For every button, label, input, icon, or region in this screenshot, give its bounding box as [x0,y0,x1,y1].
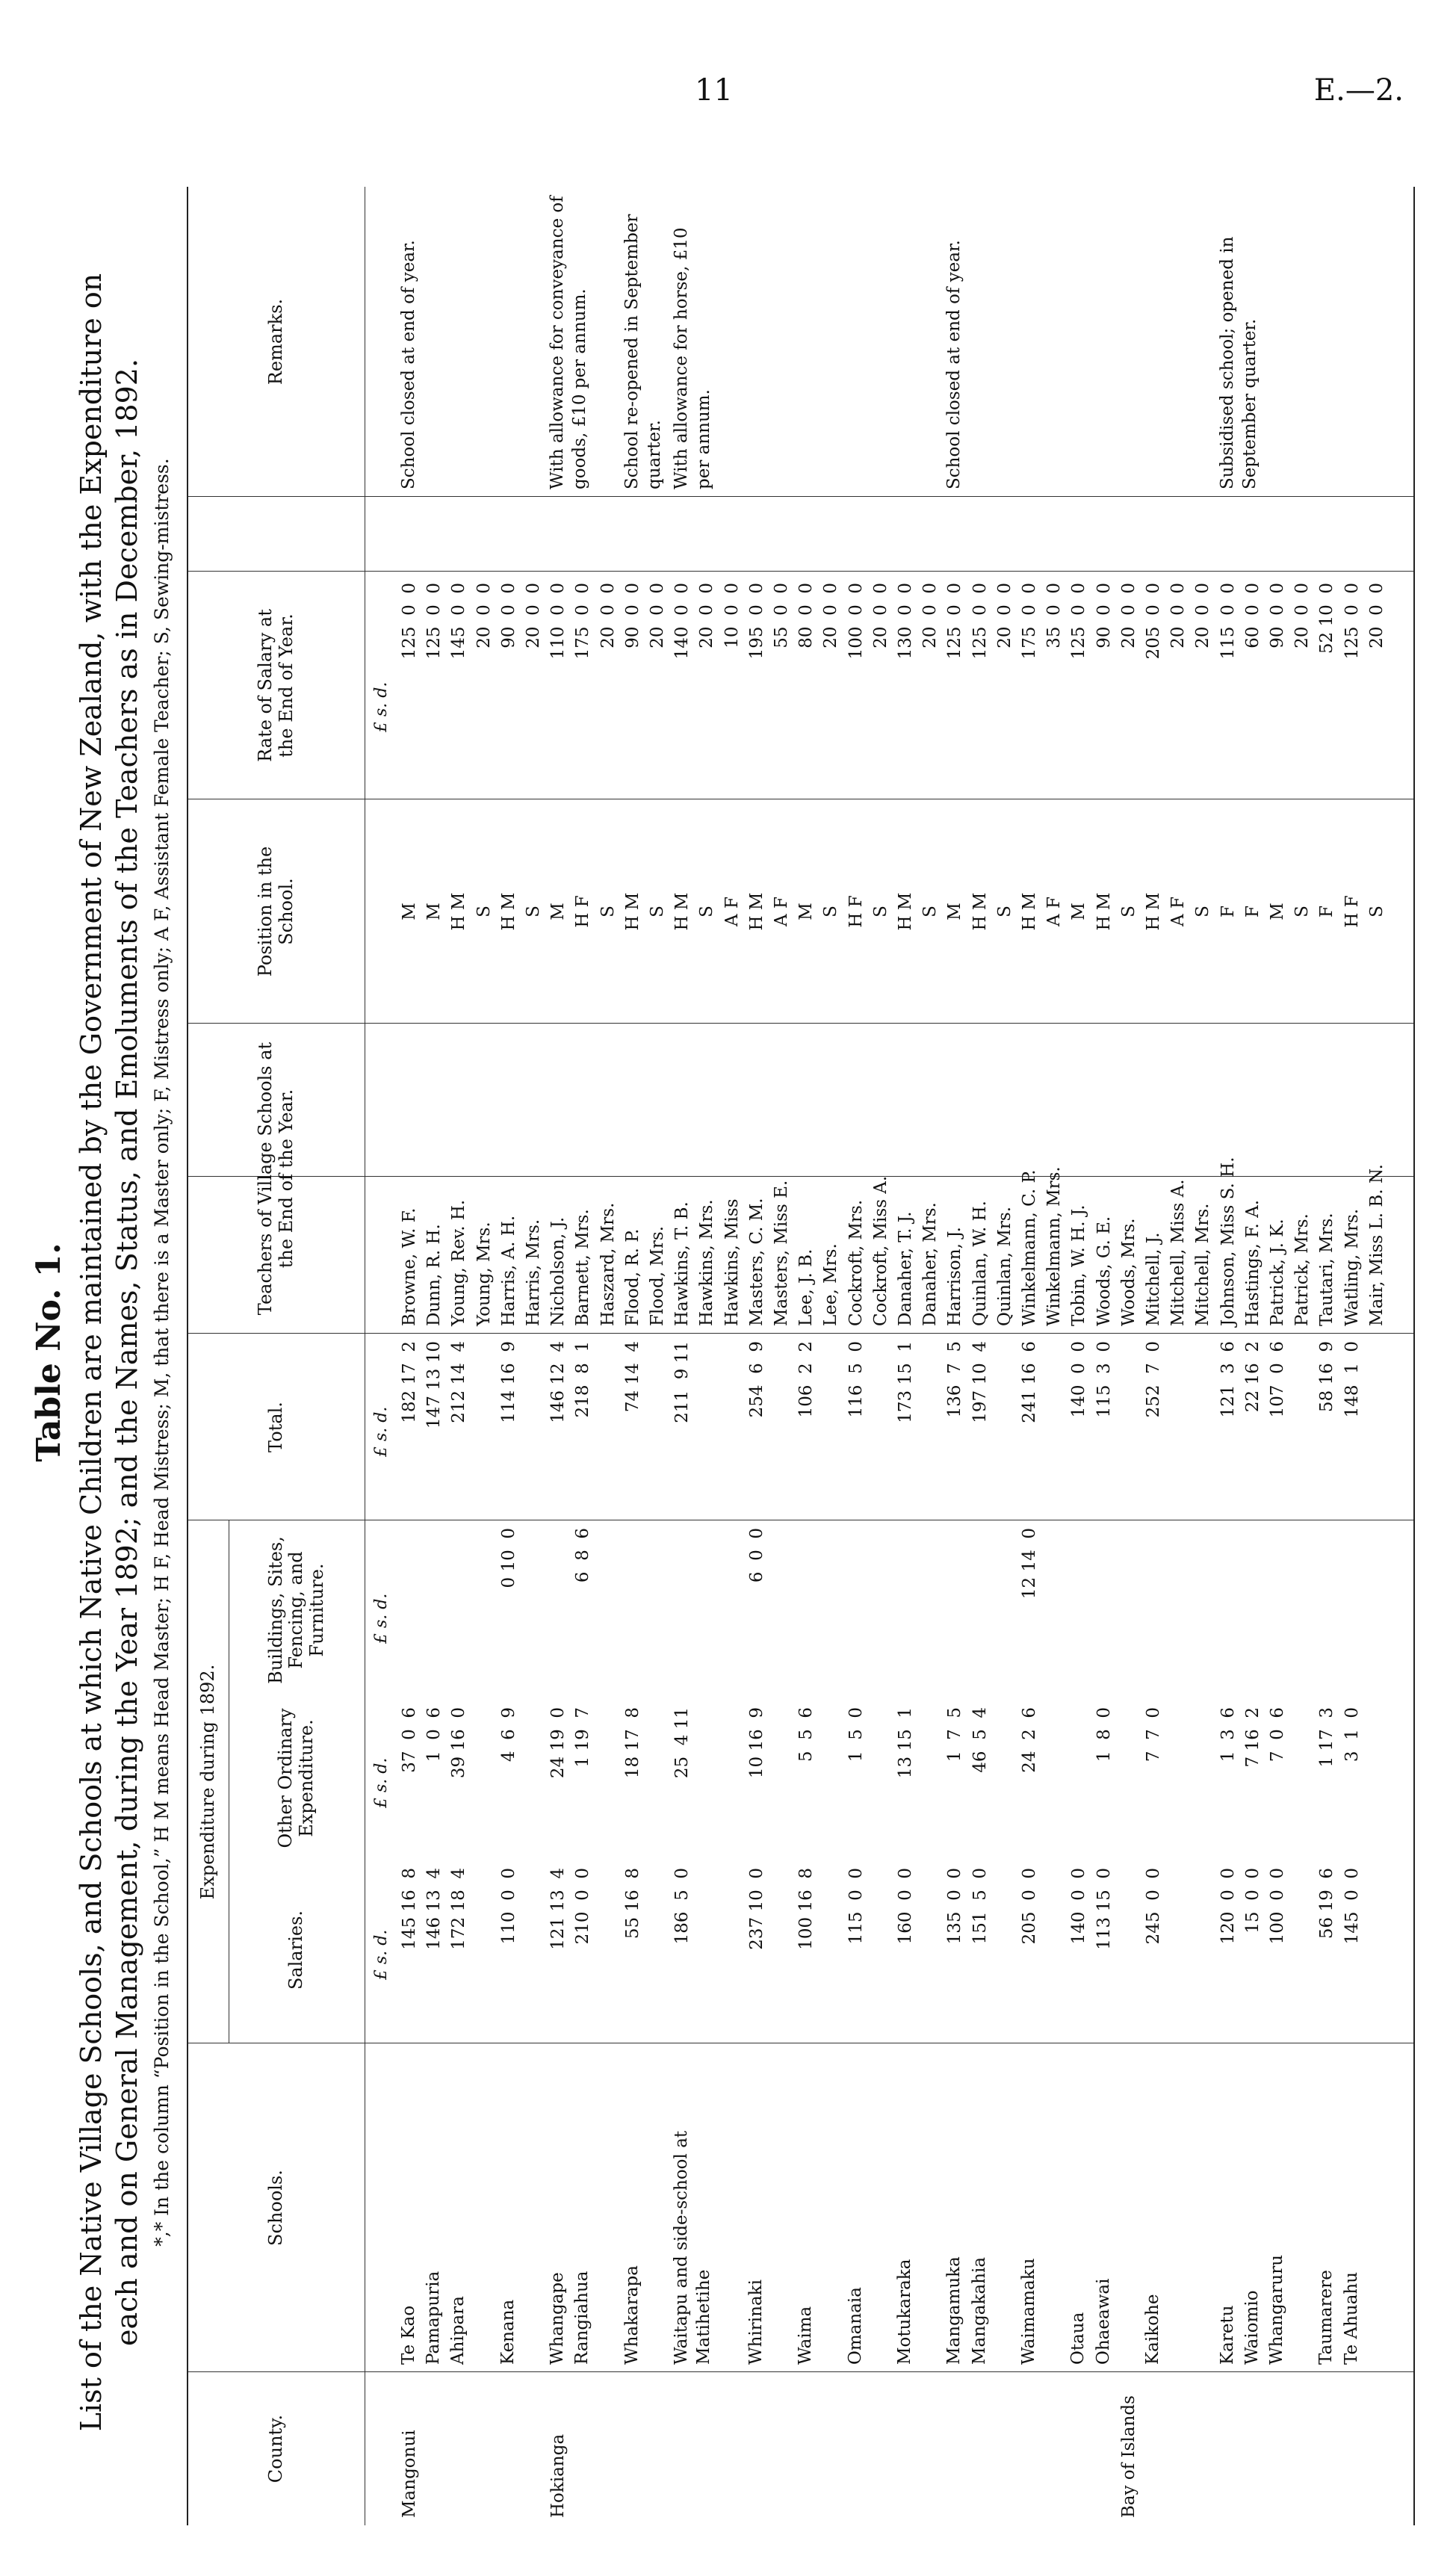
salary-rate: 20 0 0 [1168,583,1189,649]
other-expenditure-value: 1 7 5 [945,1707,965,1763]
county-name: Mangonui [400,2430,419,2518]
unit-rate: £ s. d. [372,681,391,732]
school-name: Motukaraka [895,2259,914,2365]
salaries-value: 186 5 0 [672,1868,693,1945]
school-name: Waimamaku [1019,2258,1038,2365]
buildings-value: 6 0 0 [746,1528,766,1583]
teacher-position: S [697,906,717,917]
salary-rate: 125 0 0 [424,583,444,660]
school-name: Waima [796,2306,816,2365]
salaries-value: 135 0 0 [945,1868,965,1945]
salaries-value: 55 16 8 [622,1868,642,1940]
teacher-name: Young, Rev. H. [449,1199,469,1326]
salary-rate: 125 0 0 [1342,583,1362,660]
total-value: 197 10 4 [970,1341,990,1423]
school-name: Otaua [1068,2312,1088,2365]
salary-rate: 20 0 0 [994,583,1014,649]
teacher-position: S [1292,906,1313,917]
teacher-position: F [1317,906,1337,917]
teacher-name: Cockroft, Miss A. [870,1175,890,1326]
unit-buildings: £ s. d. [372,1593,391,1644]
remark: School closed at end of year. [399,240,418,489]
salaries-value: 110 0 0 [498,1868,518,1945]
total-value: 147 13 10 [424,1341,444,1429]
teacher-name: Cockroft, Mrs. [846,1199,866,1326]
salary-rate: 20 0 0 [1366,583,1387,649]
salaries-value: 121 13 4 [548,1868,569,1950]
unit-other: £ s. d. [372,1757,391,1808]
salary-rate: 110 0 0 [548,583,569,660]
teacher-position: H M [746,892,766,931]
teacher-position: M [548,903,569,920]
total-value: 254 6 9 [746,1341,766,1418]
other-expenditure-value: 1 8 0 [1094,1707,1114,1763]
other-expenditure-value: 7 16 2 [1242,1707,1263,1768]
teacher-name: Hawkins, Mrs. [697,1199,717,1326]
salaries-value: 100 16 8 [796,1868,817,1950]
header-position: Position in the School. [255,846,297,977]
teacher-position: S [524,906,543,917]
teacher-position: H M [1144,892,1163,931]
other-expenditure-value: 24 2 6 [1020,1707,1039,1773]
teacher-position: M [1268,903,1287,920]
salaries-value: 146 13 4 [424,1868,444,1950]
salaries-value: 15 0 0 [1242,1868,1263,1934]
header-expenditure: Expenditure during 1892. [197,1664,219,1900]
other-expenditure-value: 1 19 7 [573,1707,593,1768]
teacher-name: Watling, Mrs. [1342,1208,1362,1326]
total-value: 115 3 0 [1094,1341,1114,1418]
remark: School closed at end of year. [944,240,964,489]
total-value: 148 1 0 [1342,1341,1362,1418]
school-name: Pamapuria [424,2271,444,2365]
total-value: 211 9 11 [672,1341,693,1423]
salary-rate: 60 0 0 [1242,583,1263,649]
teacher-name: Young, Mrs. [474,1222,494,1326]
teacher-position: S [474,906,494,917]
teacher-position: M [400,903,419,920]
salary-rate: 115 0 0 [1218,583,1238,660]
teacher-position: H F [846,895,866,928]
header-spacer [188,497,365,572]
teacher-position: S [648,906,667,917]
page-number: 11 [695,73,733,108]
teacher-position: H M [622,892,642,931]
teacher-name: Flood, R. P. [622,1228,642,1326]
salary-rate: 125 0 0 [400,583,419,660]
salary-rate: 90 0 0 [622,583,642,649]
teacher-position: A F [1168,897,1189,926]
teacher-position: H F [573,895,593,928]
other-expenditure-value: 4 6 9 [498,1707,518,1763]
header-county: County. [265,2414,287,2484]
teacher-name: Mair, Miss L. B. N. [1366,1164,1387,1326]
teacher-name: Patrick, Mrs. [1292,1213,1313,1326]
total-value: 74 14 4 [622,1341,642,1413]
total-value: 116 5 0 [846,1341,866,1418]
school-name: Rangiahua [572,2271,592,2365]
salary-rate: 52 10 0 [1317,583,1337,654]
salary-rate: 195 0 0 [746,583,766,660]
teacher-name: Tautari, Mrs. [1317,1213,1337,1326]
teacher-name: Mitchell, Mrs. [1193,1203,1213,1326]
teacher-name: Lee, Mrs. [821,1243,841,1326]
county-name: Bay of Islands [1118,2395,1139,2518]
teacher-name: Haszard, Mrs. [598,1202,618,1326]
rotated-table-sheet [22,164,1434,2540]
salary-rate: 130 0 0 [896,583,915,660]
salaries-value: 120 0 0 [1218,1868,1238,1945]
salaries-value: 210 0 0 [573,1868,593,1945]
other-expenditure-value: 46 5 4 [970,1707,990,1773]
teacher-name: Lee, J. B. [796,1248,817,1326]
total-value: 106 2 2 [796,1341,817,1418]
salary-rate: 20 0 0 [1292,583,1313,649]
salaries-value: 172 18 4 [449,1868,469,1950]
teacher-position: A F [1044,897,1065,926]
salary-rate: 205 0 0 [1144,583,1163,660]
buildings-value: 0 10 0 [498,1528,518,1588]
salaries-value: 145 0 0 [1342,1868,1362,1945]
teacher-name: Dunn, R. H. [424,1224,444,1326]
salary-rate: 20 0 0 [821,583,841,649]
salary-rate: 20 0 0 [1118,583,1139,649]
salary-rate: 175 0 0 [1020,583,1039,660]
teacher-name: Danaher, Mrs. [920,1202,941,1326]
salaries-value: 100 0 0 [1268,1868,1287,1945]
teacher-name: Harris, A. H. [498,1215,518,1326]
county-name: Hokianga [548,2433,569,2518]
salaries-value: 160 0 0 [896,1868,915,1945]
salary-rate: 20 0 0 [697,583,717,649]
school-name: Waiomio [1242,2290,1262,2365]
school-name: Ohaeawai [1093,2278,1113,2365]
total-value: 22 16 2 [1242,1341,1263,1413]
salary-rate: 20 0 0 [920,583,941,649]
total-value: 58 16 9 [1317,1341,1337,1413]
salaries-value: 56 19 6 [1317,1868,1337,1940]
salary-rate: 100 0 0 [846,583,866,660]
teacher-position: A F [772,897,791,926]
total-value: 182 17 2 [400,1341,419,1423]
teacher-position: H M [1094,892,1114,931]
salary-rate: 20 0 0 [524,583,543,649]
other-expenditure-value: 1 5 0 [846,1707,866,1763]
teacher-position: S [1366,906,1387,917]
buildings-value: 12 14 0 [1020,1528,1039,1600]
salaries-value: 115 0 0 [846,1868,866,1945]
teacher-name: Woods, G. E. [1094,1216,1114,1326]
total-value: 114 16 9 [498,1341,518,1423]
teacher-name: Hastings, F. A. [1242,1199,1263,1326]
other-expenditure-value: 37 0 6 [400,1707,419,1773]
other-expenditure-value: 13 15 1 [896,1707,915,1779]
teacher-name: Quinlan, W. H. [970,1201,990,1326]
salary-rate: 90 0 0 [1094,583,1114,649]
school-name: Te Ahuahu [1341,2271,1361,2365]
school-name: Waitapu and side-school at Matihetihe [672,2130,714,2365]
buildings-value: 6 8 6 [573,1528,593,1583]
table-title: Table No. 1. [30,1242,68,1462]
salaries-value: 205 0 0 [1020,1868,1039,1945]
salary-rate: 125 0 0 [970,583,990,660]
salary-rate: 175 0 0 [573,583,593,660]
sheet-identifier: E.—2. [1313,73,1404,108]
teacher-position: H M [970,892,990,931]
teacher-position: M [424,903,444,920]
total-value: 146 12 4 [548,1341,569,1423]
school-name: Te Kao [399,2305,418,2365]
teacher-name: Nicholson, J. [548,1216,569,1326]
teacher-position: S [821,906,841,917]
teacher-name: Tobin, W. H. J. [1069,1204,1089,1326]
remark: With allowance for conveyance of goods, £10 per annum. [548,196,590,489]
header-total: Total. [265,1402,287,1452]
teacher-name: Browne, W. F. [400,1207,419,1326]
school-name: Karetu [1217,2305,1237,2365]
other-expenditure-value: 25 4 11 [672,1707,693,1779]
other-expenditure-value: 18 17 8 [622,1707,642,1779]
teacher-position: F [1218,906,1238,917]
teacher-name: Flood, Mrs. [648,1225,667,1326]
total-value: 218 8 1 [573,1341,593,1418]
other-expenditure-value: 10 16 9 [746,1707,766,1779]
salary-rate: 90 0 0 [498,583,518,649]
total-value: 121 3 6 [1218,1341,1238,1418]
teacher-name: Harris, Mrs. [524,1219,543,1326]
school-name: Whangaruru [1267,2254,1286,2365]
teacher-position: H F [1342,895,1362,928]
header-teachers: Teachers of Village Schools at the End of the Year. [255,1042,297,1316]
salary-rate: 35 0 0 [1044,583,1065,649]
salary-rate: 90 0 0 [1268,583,1287,649]
salary-rate: 10 0 0 [722,583,742,649]
teacher-position: H M [449,892,469,931]
teacher-name: Hawkins, Miss [722,1198,742,1326]
salary-rate: 140 0 0 [672,583,693,660]
salaries-value: 151 5 0 [970,1868,990,1945]
teacher-name: Patrick, J. K. [1268,1219,1287,1326]
salary-rate: 20 0 0 [598,583,618,649]
teacher-name: Quinlan, Mrs. [994,1206,1014,1326]
other-expenditure-value: 1 3 6 [1218,1707,1238,1763]
teacher-position: H M [498,892,518,931]
teacher-position: S [1193,906,1213,917]
teacher-position: M [1069,903,1089,920]
school-name: Ahipara [448,2296,468,2365]
remark: Subsidised school; opened in September quarter. [1217,236,1260,489]
position-legend-note: *,* In the column “Position in the School,” H M means Head Master; H F, Head Mistress; M, that there is a Master only; F, Mistress only; A F, Assistant Female Teacher; S, Sewing-mistress. [151,458,173,2247]
other-expenditure-value: 39 16 0 [449,1707,469,1779]
school-name: Kenana [498,2299,518,2365]
salary-rate: 20 0 0 [870,583,890,649]
table-subtitle-line-1: List of the Native Village Schools, and Schools at which Native Children are maintained by the Government of New Zealand, with the Expenditure on [75,273,108,2432]
header-remarks: Remarks. [265,298,287,386]
teacher-position: M [796,903,817,920]
other-expenditure-value: 24 19 0 [548,1707,569,1779]
school-name: Whangape [548,2272,568,2365]
remark: School re-opened in September quarter. [622,214,664,489]
other-expenditure-value: 5 5 6 [796,1707,817,1763]
teacher-name: Danaher, T. J. [896,1211,915,1326]
teacher-name: Winkelmann, Mrs. [1044,1166,1065,1326]
teacher-position: S [598,906,618,917]
header-salaries: Salaries. [285,1910,307,1990]
salary-rate: 125 0 0 [1069,583,1089,660]
teacher-position: H M [1020,892,1039,931]
salary-rate: 20 0 0 [648,583,667,649]
teacher-position: S [920,906,941,917]
total-value: 140 0 0 [1069,1341,1089,1418]
salary-rate: 20 0 0 [1193,583,1213,649]
salaries-value: 145 16 8 [400,1868,419,1950]
total-value: 212 14 4 [449,1341,469,1423]
school-name: Taumarere [1316,2270,1336,2365]
header-buildings: Buildings, Sites, Fencing, and Furniture. [264,1536,327,1684]
teacher-name: Masters, C. M. [746,1198,766,1326]
salaries-value: 113 15 0 [1094,1868,1114,1950]
salary-rate: 20 0 0 [474,583,494,649]
other-expenditure-value: 7 7 0 [1144,1707,1163,1763]
school-name: Kaikohe [1143,2294,1162,2365]
other-expenditure-value: 1 0 6 [424,1707,444,1763]
teacher-name: Harrison, J. [945,1227,965,1326]
total-value: 252 7 0 [1144,1341,1163,1418]
header-rate: Rate of Salary at the End of Year. [255,609,297,762]
header-other-expenditure: Other Ordinary Expenditure. [275,1708,317,1848]
teacher-name: Johnson, Miss S. H. [1218,1157,1238,1326]
other-expenditure-value: 1 17 3 [1317,1707,1337,1768]
school-name: Mangakahia [969,2256,989,2365]
salary-rate: 145 0 0 [449,583,469,660]
salary-rate: 125 0 0 [945,583,965,660]
header-schools: Schools. [265,2170,287,2246]
teacher-position: S [1118,906,1139,917]
teacher-position: S [870,906,890,917]
unit-salaries: £ s. d. [372,1929,391,1980]
other-expenditure-value: 7 0 6 [1268,1707,1287,1763]
school-name: Whakarapa [622,2265,642,2365]
teacher-position: H M [896,892,915,931]
total-value: 173 15 1 [896,1341,915,1423]
school-name: Omanaia [845,2287,865,2365]
salary-rate: 80 0 0 [796,583,817,649]
school-name: Whirinaki [746,2280,766,2365]
total-value: 241 16 6 [1020,1341,1039,1423]
teacher-position: A F [722,897,742,926]
teacher-position: H M [672,892,693,931]
salaries-value: 237 10 0 [746,1868,766,1950]
teacher-name: Masters, Miss E. [772,1180,791,1326]
school-name: Mangamuka [944,2256,964,2365]
table-subtitle-line-2: each and on General Management, during the Year 1892; and the Names, Status, and Emoluments of the Teachers as in December, 1892. [111,358,143,2347]
salaries-value: 245 0 0 [1144,1868,1163,1945]
other-expenditure-value: 3 1 0 [1342,1707,1362,1763]
salaries-value: 140 0 0 [1069,1868,1089,1945]
remark: With allowance for horse, £10 per annum. [672,227,714,489]
salary-rate: 55 0 0 [772,583,791,649]
teacher-name: Barnett, Mrs. [573,1209,593,1326]
teacher-position: F [1242,906,1263,917]
total-value: 136 7 5 [945,1341,965,1418]
schools-table [187,187,1415,2525]
teacher-name: Woods, Mrs. [1118,1218,1139,1326]
teacher-name: Winkelmann, C. P. [1020,1169,1039,1326]
unit-total: £ s. d. [372,1406,391,1457]
teacher-name: Mitchell, Miss A. [1168,1179,1189,1326]
total-value: 107 0 6 [1268,1341,1287,1418]
teacher-name: Hawkins, T. B. [672,1201,693,1326]
teacher-position: M [945,903,965,920]
teacher-name: Mitchell, J. [1144,1232,1163,1326]
teacher-position: S [994,906,1014,917]
